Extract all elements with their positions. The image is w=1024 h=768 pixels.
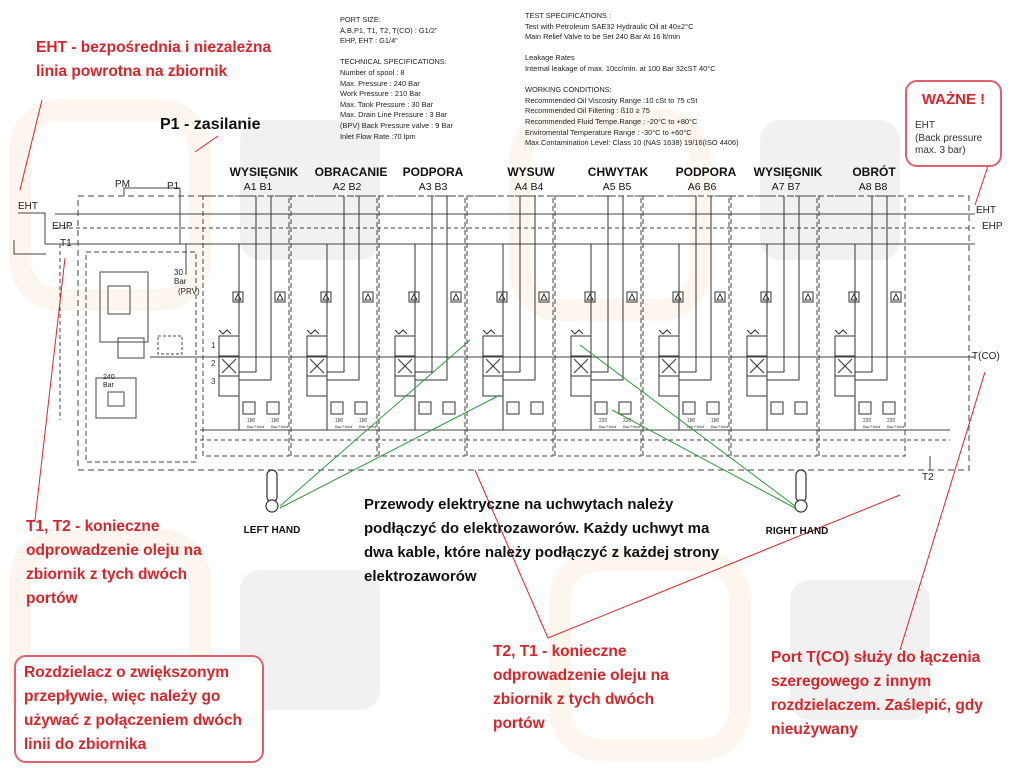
relief-setting-value: 180 bbox=[271, 418, 280, 424]
relief-setting-value: 220 bbox=[863, 418, 872, 424]
relief-setting-unit: Bar Fixed bbox=[271, 424, 289, 429]
working-condition-line: Enviromental Temperature Range : -30°C to +60°C bbox=[525, 127, 692, 137]
work-line bbox=[503, 336, 520, 372]
port-t1: T1 bbox=[60, 238, 72, 249]
relief-setting-value: 180 bbox=[335, 418, 344, 424]
inlet-pilot bbox=[158, 336, 182, 354]
check-valve-icon bbox=[235, 294, 241, 300]
relief-valve-box bbox=[683, 402, 695, 414]
section-name: WYSIĘGNIK bbox=[753, 165, 823, 179]
section-name: WYSIĘGNIK bbox=[229, 165, 299, 179]
note-eht: EHT - bezpośrednia i niezależna linia powrotna na zbiornik bbox=[36, 39, 272, 80]
inlet-spool bbox=[108, 286, 130, 314]
note-t2-t1: T2, T1 - konieczne odprowadzenie oleju na zbiornik z tych dwóch portów bbox=[493, 643, 669, 732]
wazne-body: (Back pressure max. 3 bar) bbox=[915, 133, 983, 156]
leakage-line: Internal leakage of max. 10cc/min. at 100 Bar 32cST 40°C bbox=[525, 63, 716, 73]
work-line bbox=[591, 336, 608, 372]
tech-spec-line: Max. Pressure : 240 Bar bbox=[340, 78, 420, 88]
working-condition-line: Recommended Fluid Tempe.Range : -20°C to +80°C bbox=[525, 116, 698, 126]
relief-valve-box bbox=[595, 402, 607, 414]
work-line bbox=[239, 336, 271, 380]
spring-icon bbox=[659, 330, 671, 334]
check-valve-icon bbox=[629, 294, 635, 300]
spring-icon bbox=[395, 330, 407, 334]
work-line bbox=[415, 336, 447, 380]
test-specs-block bbox=[525, 11, 739, 149]
port-size-block bbox=[340, 15, 453, 142]
port-p1: P1 bbox=[167, 181, 180, 192]
port-t2: T2 bbox=[922, 472, 934, 483]
section-name: OBRACANIE bbox=[314, 165, 388, 179]
tech-specs-heading: TECHNICAL SPECIFICATIONS: bbox=[340, 57, 447, 67]
relief-setting-value: 180 bbox=[711, 418, 720, 424]
section-name: WYSUW bbox=[507, 165, 555, 179]
spring-icon bbox=[747, 330, 759, 334]
port-size-line: EHP, EHT : G1/4" bbox=[340, 36, 398, 46]
port-eht-right: EHT bbox=[976, 205, 996, 216]
work-line bbox=[855, 336, 872, 372]
relief-valve-box bbox=[267, 402, 279, 414]
check-valve-icon bbox=[541, 294, 547, 300]
work-line bbox=[503, 336, 535, 380]
working-condition-line: Max.Contamination Level: Class 10 (NAS 1638) 19/16(ISO 4406) bbox=[525, 138, 739, 148]
relief-setting-unit: Bar Fixed bbox=[711, 424, 729, 429]
port-tco: T(CO) bbox=[972, 351, 1000, 362]
callout-line-p1 bbox=[195, 136, 218, 152]
spool-position-number: 1 bbox=[211, 341, 216, 350]
port-eht-left: EHT bbox=[18, 201, 38, 212]
note-rozdzielacz: Rozdzielacz o zwiększonym przepływie, więc należy go używać z połączeniem dwóch linii do zbiornika bbox=[14, 655, 264, 763]
wazne-title: WAŻNE ! bbox=[921, 91, 986, 108]
section-ports: A6 B6 bbox=[687, 181, 717, 193]
section-ports: A5 B5 bbox=[602, 181, 632, 193]
section-ports: A3 B3 bbox=[418, 181, 448, 193]
section-name: OBRÓT bbox=[852, 165, 896, 179]
relief-setting-unit: Bar Fixed bbox=[335, 424, 353, 429]
section-ports: A4 B4 bbox=[514, 181, 544, 193]
port-size-line: A,B,P1, T1, T2, T(CO) : G1/2" bbox=[340, 25, 438, 35]
relief-setting-value: 180 bbox=[687, 418, 696, 424]
left-hand-knob[interactable] bbox=[266, 500, 278, 512]
working-conditions-heading: WORKING CONDITIONS: bbox=[525, 85, 612, 95]
eht-left-line bbox=[18, 213, 55, 244]
tech-spec-line: Inlet Flow Rate :70 lpm bbox=[340, 131, 416, 141]
relief-valve-box bbox=[771, 402, 783, 414]
check-valve-icon bbox=[323, 294, 329, 300]
section-2-outline bbox=[291, 196, 377, 456]
check-valve-icon bbox=[587, 294, 593, 300]
relief-valve-box bbox=[883, 402, 895, 414]
tech-spec-line: Work Pressure : 210 Bar bbox=[340, 89, 421, 99]
tech-spec-line: (BPV) Back Pressure valve : 9 Bar bbox=[340, 120, 453, 130]
test-spec-line: Main Relief Valve to be Set 240 Bar At 16 lt/min bbox=[525, 32, 681, 42]
note-tco: Port T(CO) służy do łączenia szeregowego z innym rozdzielaczem. Zaślepić, gdy nieużywany bbox=[771, 649, 983, 738]
valve-body-outline bbox=[78, 196, 969, 470]
wazne-box bbox=[905, 80, 1002, 167]
check-valve-icon bbox=[893, 294, 899, 300]
port-ehp-left: EHP bbox=[52, 221, 73, 232]
relief-valve-box bbox=[419, 402, 431, 414]
inlet-30: 30 bbox=[174, 268, 183, 277]
inlet-check bbox=[118, 338, 144, 358]
work-line bbox=[679, 336, 696, 372]
relief-setting-unit: Bar Fixed bbox=[599, 424, 617, 429]
section-ports: A8 B8 bbox=[858, 181, 888, 193]
test-specs-heading: TEST SPECIFICATIONS : bbox=[525, 11, 611, 20]
wazne-eht: EHT bbox=[915, 120, 935, 131]
section-name: CHWYTAK bbox=[587, 165, 649, 179]
section-name: PODPORA bbox=[402, 165, 464, 179]
inlet-bar2: Bar bbox=[103, 382, 114, 389]
section-ports: A2 B2 bbox=[332, 181, 362, 193]
check-valve-icon bbox=[717, 294, 723, 300]
relief-valve-box bbox=[619, 402, 631, 414]
port-pm: PM bbox=[115, 179, 130, 190]
left-hand-stem bbox=[267, 470, 277, 502]
section-ports: A7 B7 bbox=[771, 181, 801, 193]
inlet-prv: (PRV) bbox=[178, 287, 200, 296]
tank-stub bbox=[14, 240, 46, 254]
note-wires: Przewody elektryczne na uchwytach należy podłączyć do elektrozaworów. Każdy uchwyt ma dwa kable, które należy podłączyć z każdej strony elektrozaworów bbox=[364, 496, 720, 585]
relief-setting-unit: Bar Fixed bbox=[863, 424, 881, 429]
work-line bbox=[679, 336, 711, 380]
relief-valve-box bbox=[859, 402, 871, 414]
leakage-heading: Leakage Rates bbox=[525, 53, 575, 63]
work-line bbox=[767, 336, 799, 380]
check-valve-icon bbox=[365, 294, 371, 300]
section-name: PODPORA bbox=[675, 165, 737, 179]
tech-spec-line: Max. Drain Line Pressure : 3 Bar bbox=[340, 110, 448, 120]
relief-valve-box bbox=[531, 402, 543, 414]
relief-setting-unit: Bar Fixed bbox=[623, 424, 641, 429]
inlet-bar: Bar bbox=[174, 277, 187, 286]
relief-valve-main bbox=[96, 378, 136, 418]
check-valve-icon bbox=[763, 294, 769, 300]
spring-icon bbox=[219, 330, 231, 334]
relief-setting-value: 220 bbox=[623, 418, 632, 424]
check-valve-icon bbox=[499, 294, 505, 300]
section-4-outline bbox=[467, 196, 553, 456]
port-size-heading: PORT SIZE: bbox=[340, 15, 381, 24]
relief-valve-box bbox=[507, 402, 519, 414]
check-valve-icon bbox=[453, 294, 459, 300]
section-7-outline bbox=[731, 196, 817, 456]
spool-position-number: 2 bbox=[211, 359, 216, 368]
check-valve-icon bbox=[277, 294, 283, 300]
test-spec-line: Test with Petroleum SAE32 Hydraulic Oil at 40±2°C bbox=[525, 21, 694, 31]
relief-setting-value: 220 bbox=[599, 418, 608, 424]
relief-valve-box bbox=[331, 402, 343, 414]
spring-icon bbox=[571, 330, 583, 334]
note-t1-t2: T1, T2 - konieczne odprowadzenie oleju na zbiornik z tych dwóch portów bbox=[26, 518, 202, 607]
work-line bbox=[239, 336, 256, 372]
section-1-outline bbox=[203, 196, 289, 456]
relief-valve-box bbox=[355, 402, 367, 414]
relief-valve-box bbox=[707, 402, 719, 414]
spring-icon bbox=[483, 330, 495, 334]
relief-valve-box bbox=[443, 402, 455, 414]
check-valve-icon bbox=[851, 294, 857, 300]
right-hand-label: RIGHT HAND bbox=[765, 526, 829, 537]
section-3-outline bbox=[379, 196, 465, 456]
left-hand-label: LEFT HAND bbox=[243, 525, 301, 536]
left-wire-1 bbox=[280, 340, 470, 506]
relief-setting-value: 220 bbox=[887, 418, 896, 424]
spring-icon bbox=[307, 330, 319, 334]
section-ports: A1 B1 bbox=[243, 181, 273, 193]
callout-line-eht bbox=[20, 100, 42, 190]
section-5-outline bbox=[555, 196, 641, 456]
work-line bbox=[327, 336, 344, 372]
spring-icon bbox=[835, 330, 847, 334]
inlet-240: 240 bbox=[103, 374, 115, 381]
inlet-valve-block bbox=[100, 272, 148, 342]
check-valve-icon bbox=[805, 294, 811, 300]
relief-setting-unit: Bar Fixed bbox=[687, 424, 705, 429]
work-line bbox=[327, 336, 359, 380]
note-p1: P1 - zasilanie bbox=[160, 116, 261, 133]
check-valve-icon bbox=[411, 294, 417, 300]
relief-setting-unit: Bar Fixed bbox=[359, 424, 377, 429]
callout-line-t1 bbox=[35, 258, 65, 520]
callout-line-tco bbox=[900, 372, 985, 650]
relief-valve-box bbox=[795, 402, 807, 414]
relief-valve-inner bbox=[108, 392, 124, 406]
working-condition-line: Recommended Oil Filtering : ß10 ≥ 75 bbox=[525, 106, 650, 116]
section-8-outline bbox=[819, 196, 905, 456]
section-6-outline bbox=[643, 196, 729, 456]
work-line bbox=[855, 336, 887, 380]
working-condition-line: Recommended Oil Viscosity Range :10 cSt to 75 cSt bbox=[525, 95, 698, 105]
tech-spec-line: Max. Tank Pressure : 30 Bar bbox=[340, 99, 434, 109]
port-ehp-right: EHP bbox=[982, 221, 1003, 232]
relief-setting-value: 180 bbox=[247, 418, 256, 424]
right-hand-knob[interactable] bbox=[795, 500, 807, 512]
relief-setting-unit: Bar Fixed bbox=[887, 424, 905, 429]
work-line bbox=[415, 336, 432, 372]
work-line bbox=[767, 336, 784, 372]
check-valve-icon bbox=[675, 294, 681, 300]
right-hand-stem bbox=[796, 470, 806, 502]
relief-valve-box bbox=[243, 402, 255, 414]
spool-position-number: 3 bbox=[211, 377, 216, 386]
relief-setting-unit: Bar Fixed bbox=[247, 424, 265, 429]
tech-spec-line: Number of spool : 8 bbox=[340, 67, 405, 77]
relief-setting-value: 180 bbox=[359, 418, 368, 424]
